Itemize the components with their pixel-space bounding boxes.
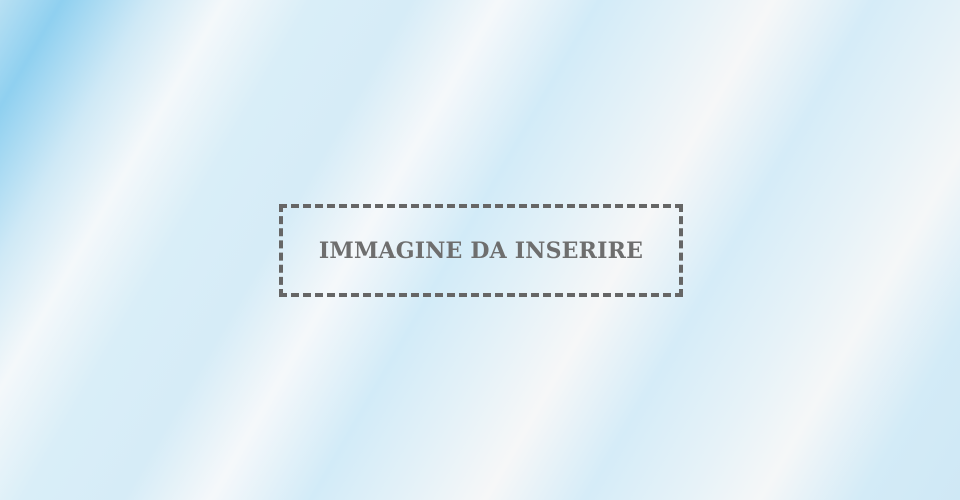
placeholder-label: IMMAGINE DA INSERIRE xyxy=(318,237,644,264)
image-placeholder xyxy=(279,204,683,297)
